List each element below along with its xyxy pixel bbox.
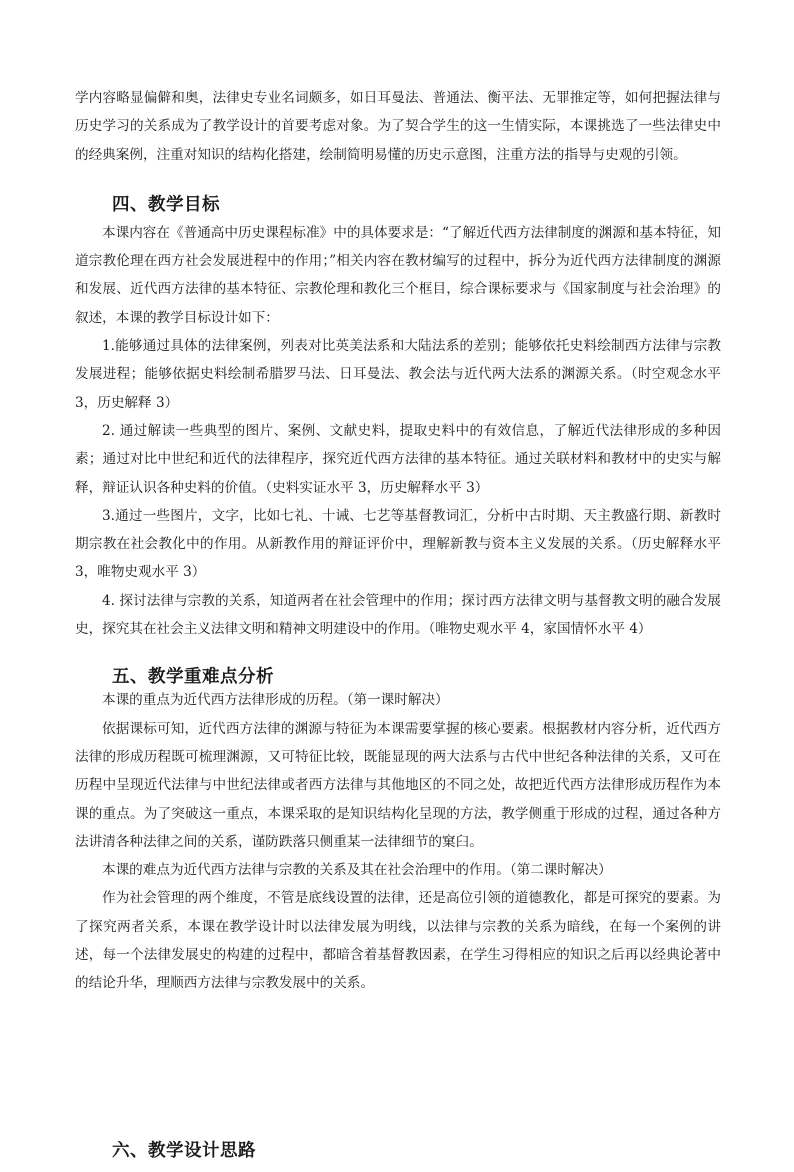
difficulty-paragraph: 本课的难点为近代西方法律与宗教的关系及其在社会治理中的作用。（第二课时解决） (102, 862, 612, 879)
teaching-goals-intro: 本课内容在《普通高中历史课程标准》中的具体要求是：“了解近代西方法律制度的渊源和基本特征，知道宗教伦理在西方社会发展进程中的作用；”相关内容在教材编写的过程中，拆分为近代西方法律制度的渊源和发展、近代西方法律的基本特征、宗教伦理和教化三个框目，综合课标要求与《国家制度与社会治理》的叙述，本课的教学目标设计如下： (75, 224, 721, 326)
key-point-paragraph: 本课的重点为近代西方法律形成的历程。（第一课时解决） (102, 692, 449, 709)
teaching-goal-item: 4. 探讨法律与宗教的关系，知道两者在社会管理中的作用；探讨西方法律文明与基督教文明的融合发展史，探究其在社会主义法律文明和精神文明建设中的作用。（唯物史观水平 4，家国情怀水平 4） (75, 592, 721, 638)
blank-space (75, 998, 721, 1131)
teaching-goal-item: 2. 通过解读一些典型的图片、案例、文献史料，提取史料中的有效信息，了解近代法律形成的多种因素；通过对比中世纪和近代的法律程序，探究近代西方法律的基本特征。通过关联材料和教材中的史实与解释，辩证认识各种史料的价值。（史料实证水平 3，历史解释水平 3） (75, 422, 721, 496)
key-point-analysis: 依据课标可知，近代西方法律的渊源与特征为本课需要掌握的核心要素。根据教材内容分析，近代西方法律的形成历程既可梳理渊源，又可特征比较，既能显现的两大法系与古代中世纪各种法律的关系，又可在历程中呈现近代法律与中世纪法律或者西方法律与其他地区的不同之处，故把近代西方法律形成历程作为本课的重点。为了突破这一重点，本课采取的是知识结构化呈现的方法，教学侧重于形成的过程，通过各种方法讲清各种法律之间的关系，谨防跌落只侧重某一法律细节的窠臼。 (75, 720, 721, 850)
intro-paragraph: 学内容略显偏僻和奥，法律史专业名词颇多，如日耳曼法、普通法、衡平法、无罪推定等，如何把握法律与历史学习的关系成为了教学设计的首要考虑对象。为了契合学生的这一生情实际，本课挑选了一些法律史中的经典案例，注重对知识的结构化搭建，绘制简明易懂的历史示意图，注重方法的指导与史观的引领。 (75, 90, 721, 163)
section-heading-key-points: 五、教学重难点分析 (112, 667, 274, 688)
document-page (75, 84, 721, 1172)
teaching-goal-item: 3.通过一些图片，文字，比如七礼、十诫、七艺等基督教词汇，分析中古时期、天主教盛行期、新教时期宗教在社会教化中的作用。从新教作用的辩证评价中，理解新教与资本主义发展的关系。（历史解释水平 3，唯物史观水平 3） (75, 507, 721, 581)
teaching-goal-item: 1.能够通过具体的法律案例，列表对比英美法系和大陆法系的差别；能够依托史料绘制西方法律与宗教发展进程；能够依据史料绘制希腊罗马法、日耳曼法、教会法与近代两大法系的渊源关系。（时空观念水平 3，历史解释 3） (75, 338, 721, 411)
section-heading-teaching-goals: 四、教学目标 (112, 194, 220, 215)
difficulty-analysis: 作为社会管理的两个维度，不管是底线设置的法律，还是高位引领的道德教化，都是可探究的要素。为了探究两者关系，本课在教学设计时以法律发展为明线，以法律与宗教的关系为暗线，在每一个案例的讲述，每一个法律发展史的构建的过程中，都暗含着基督教因素，在学生习得相应的知识之后再以经典论著中的结论升华，理顺西方法律与宗教发展中的关系。 (75, 890, 721, 992)
section-heading-design-approach: 六、教学设计思路 (112, 1140, 256, 1161)
